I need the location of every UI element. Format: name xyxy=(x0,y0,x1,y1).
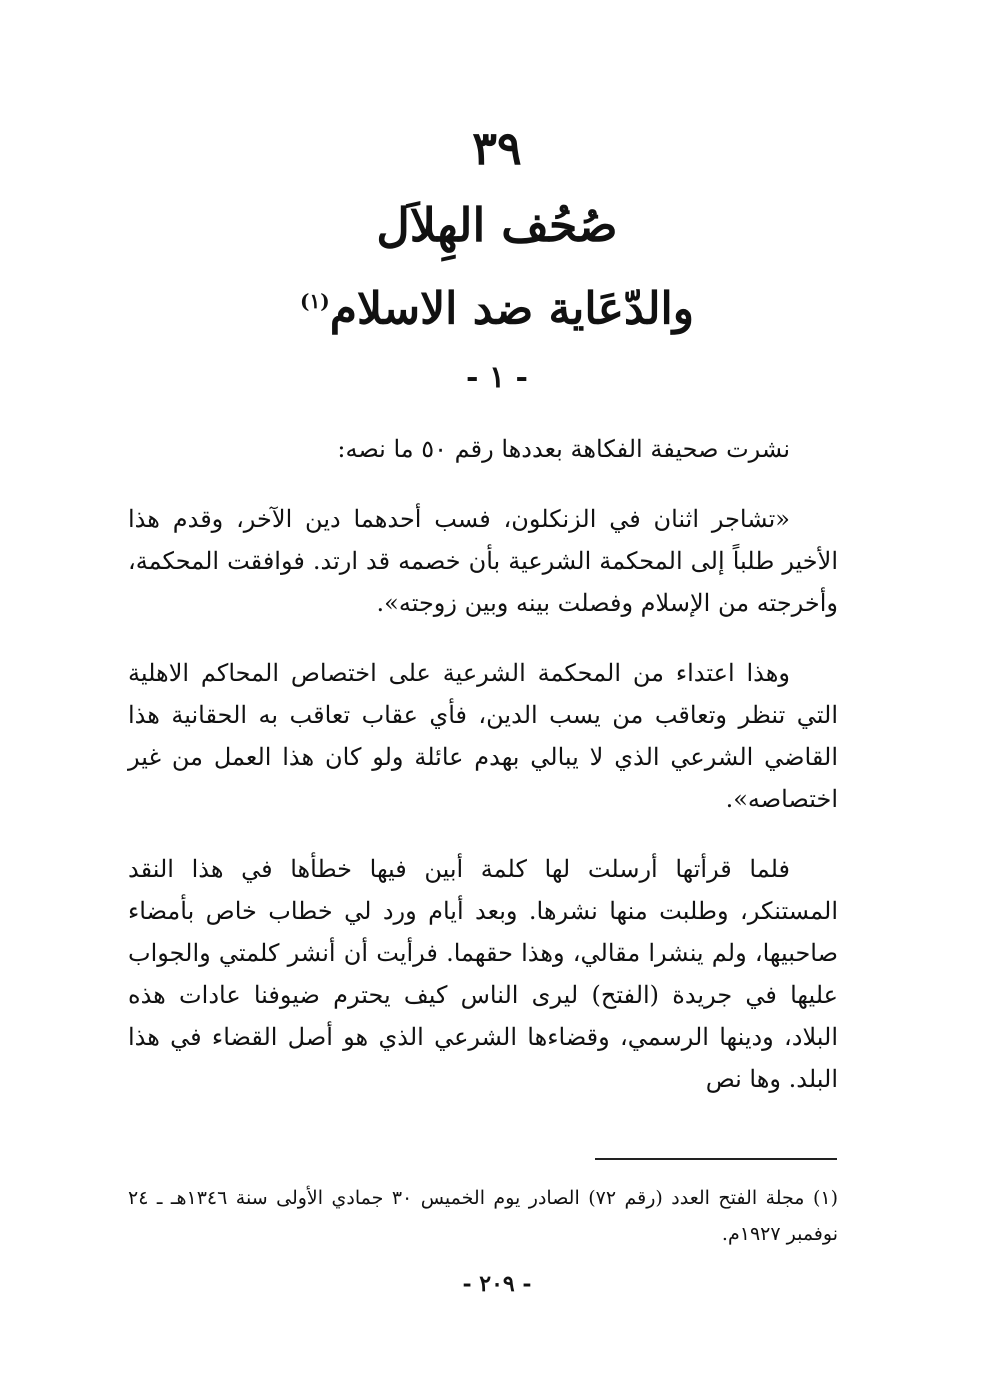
chapter-subtitle xyxy=(0,266,994,345)
chapter-title: صُحُف الهِلاَل xyxy=(376,198,618,252)
chapter-subtitle-text: والدّعَاية ضد الاسلام xyxy=(329,283,694,335)
paragraph: وهذا اعتداء من المحكمة الشرعية على اختصاص المحاكم الاهلية التي تنظر وتعاقب من يسب الدين، فأي عقاب تعاقب به الحقانية هذا القاضي الشرعي الذي لا يبالي بهدم عائلة ولو كان هذا العمل من غير اختصاصه». xyxy=(128,659,838,813)
body-text xyxy=(128,428,838,1128)
page-number: - ٢٠٩ - xyxy=(462,1271,532,1297)
footnote-divider xyxy=(595,1158,837,1160)
paragraph: فلما قرأتها أرسلت لها كلمة أبين فيها خطأها في هذا النقد المستنكر، وطلبت منها نشرها. وبعد أيام ورد لي خطاب خاص بأمضاء صاحبيها، ولم ينشرا مقالي، وهذا حقهما. فرأيت أن أنشر كلمتي والجواب عليها في جريدة (الفتح) ليرى الناس كيف يحترم ضيوفنا عادات هذه البلاد، ودينها الرسمي، وقضاءها الشرعي الذي هو أصل القضاء في هذا البلد. وها نص xyxy=(128,855,838,1093)
paragraph: «تشاجر اثنان في الزنكلون، فسب أحدهما دين الآخر، وقدم هذا الأخير طلباً إلى المحكمة الشرعية بأن خصمه قد ارتد. فوافقت المحكمة، وأخرجته من الإسلام وفصلت بينه وبين زوجته». xyxy=(128,505,838,617)
footnote: (١) مجلة الفتح العدد (رقم ٧٢) الصادر يوم الخميس ٣٠ جمادي الأولى سنة ١٣٤٦هـ ـ ٢٤ نوفمبر ١٩٢٧م. xyxy=(128,1187,839,1245)
chapter-number: ٣٩ xyxy=(472,121,522,175)
paragraph: نشرت صحيفة الفكاهة بعددها رقم ٥٠ ما نصه: xyxy=(337,435,790,463)
title-footnote-mark[interactable]: (١) xyxy=(300,289,330,313)
section-marker: - ١ - xyxy=(466,360,528,395)
